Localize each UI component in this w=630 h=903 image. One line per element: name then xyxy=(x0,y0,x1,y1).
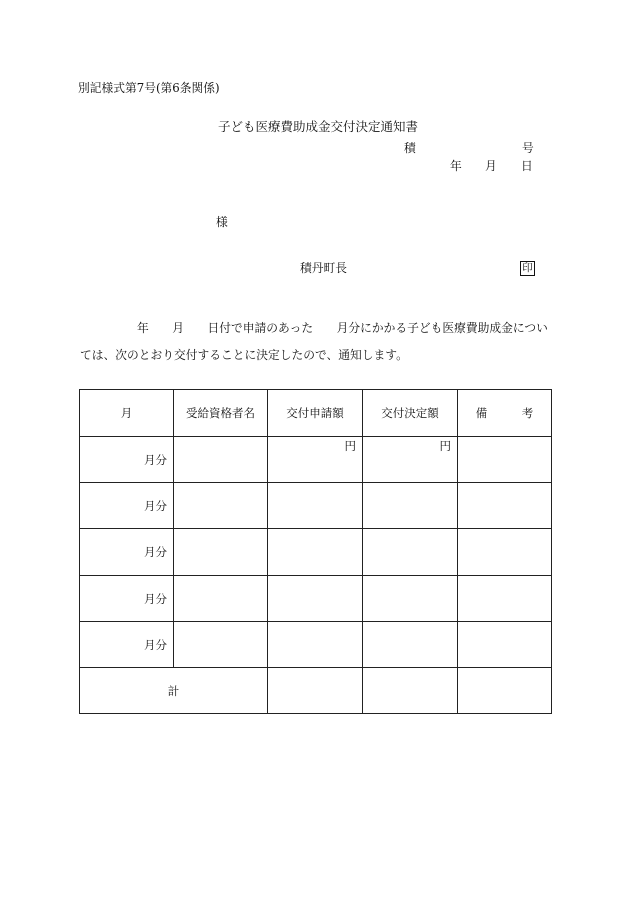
month-cell xyxy=(80,622,174,668)
remarks-cell xyxy=(458,437,552,483)
recipient-honorific: 様 xyxy=(216,215,228,229)
applied-amount-total-cell xyxy=(268,668,363,714)
decided-amount-cell xyxy=(363,622,458,668)
body-text-line-2: ては、次のとおり交付することに決定したので、通知します。 xyxy=(80,348,408,362)
month-label: 月分 xyxy=(144,545,167,559)
yen-unit: 円 xyxy=(439,439,451,453)
document-title: 子ども医療費助成金交付決定通知書 xyxy=(218,119,419,134)
month-label: 月分 xyxy=(144,591,167,606)
month-cell xyxy=(80,437,174,483)
reference-prefix: 積 xyxy=(404,141,416,155)
applied-amount-cell xyxy=(268,576,363,622)
decided-amount-cell xyxy=(363,576,458,622)
recipient-name-cell xyxy=(174,529,268,576)
recipient-name-cell xyxy=(174,437,268,483)
form-number: 別記様式第7号(第6条関係) xyxy=(78,81,220,95)
seal-mark: 印 xyxy=(520,261,535,276)
recipient-name-cell xyxy=(174,576,268,622)
total-label-cell xyxy=(80,668,268,714)
reference-suffix: 号 xyxy=(522,141,534,155)
month-label: 月分 xyxy=(144,637,167,652)
decided-amount-cell xyxy=(363,437,458,483)
applied-amount-cell xyxy=(268,437,363,483)
remarks-total-cell xyxy=(458,668,552,714)
table-header-applied-amount: 交付申請額 xyxy=(268,390,363,437)
table-header-decided-amount: 交付決定額 xyxy=(363,390,458,437)
applied-amount-cell xyxy=(268,529,363,576)
decided-amount-cell xyxy=(363,483,458,529)
table-header-recipient-name: 受給資格者名 xyxy=(174,390,268,437)
remarks-cell xyxy=(458,483,552,529)
month-cell xyxy=(80,483,174,529)
decided-amount-cell xyxy=(363,529,458,576)
date-year-label: 年 xyxy=(450,159,462,173)
remarks-cell xyxy=(458,529,552,576)
applied-amount-cell xyxy=(268,483,363,529)
remarks-cell xyxy=(458,576,552,622)
date-month-label: 月 xyxy=(485,159,497,173)
decided-amount-total-cell xyxy=(363,668,458,714)
month-cell xyxy=(80,576,174,622)
remarks-cell xyxy=(458,622,552,668)
date-day-label: 日 xyxy=(521,159,533,173)
month-label: 月分 xyxy=(144,452,167,467)
table-header-month: 月 xyxy=(80,390,174,437)
issuer-name: 積丹町長 xyxy=(300,261,347,275)
recipient-name-cell xyxy=(174,622,268,668)
month-label: 月分 xyxy=(144,498,167,513)
month-cell xyxy=(80,529,174,576)
recipient-name-cell xyxy=(174,483,268,529)
applied-amount-cell xyxy=(268,622,363,668)
total-label: 計 xyxy=(167,683,180,698)
grant-table xyxy=(79,389,552,714)
table-header-remarks: 備 考 xyxy=(458,390,552,437)
body-text-line-1: 年 月 日付で申請のあった 月分にかかる子ども医療費助成金につい xyxy=(137,321,548,335)
yen-unit: 円 xyxy=(344,439,356,453)
